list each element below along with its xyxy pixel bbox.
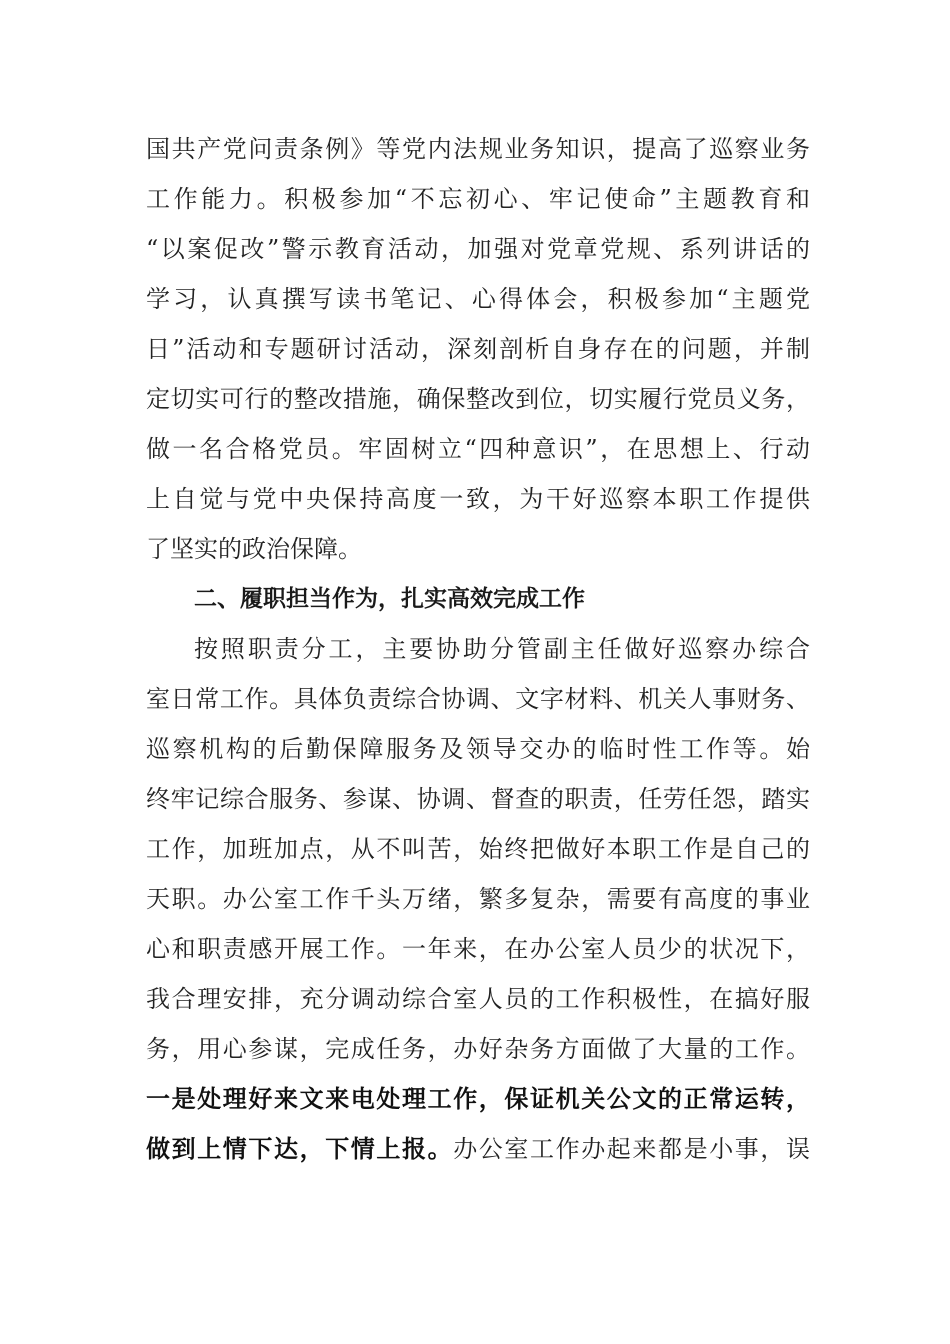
paragraph-party-study	[146, 124, 810, 574]
text-line: 天职。办公室工作千头万绪，繁多复杂，需要有高度的事业	[146, 885, 810, 913]
body-text: 办公室工作办起来都是小事，误	[453, 1135, 811, 1163]
text-line: 心和职责感开展工作。一年来，在办公室人员少的状况下，	[146, 935, 810, 963]
text-line: 日”活动和专题研讨活动，深刻剖析自身存在的问题，并制	[146, 335, 810, 363]
bold-lead-text: 做到上情下达，下情上报。	[146, 1134, 454, 1163]
text-line: 室日常工作。具体负责综合协调、文字材料、机关人事财务、	[146, 685, 810, 713]
section-heading: 二、履职担当作为，扎实高效完成工作	[194, 586, 585, 612]
text-line: 上自觉与党中央保持高度一致，为干好巡察本职工作提供	[146, 485, 810, 513]
text-line: 终牢记综合服务、参谋、协调、督查的职责，任劳任怨，踏实	[146, 785, 810, 813]
text-line: 务，用心参谋，完成任务，办好杂务方面做了大量的工作。	[146, 1035, 810, 1063]
text-line: 巡察机构的后勤保障服务及领导交办的临时性工作等。始	[146, 735, 810, 763]
text-line: 国共产党问责条例》等党内法规业务知识，提高了巡察业务	[146, 135, 810, 163]
text-line: 按照职责分工，主要协助分管副主任做好巡察办综合	[194, 635, 810, 663]
bold-text-line: 一是处理好来文来电处理工作，保证机关公文的正常运转，	[146, 1084, 810, 1113]
paragraph-document-handling	[146, 1074, 810, 1174]
text-line: 做一名合格党员。牢固树立“四种意识”，在思想上、行动	[146, 435, 810, 463]
document-body	[146, 124, 810, 1174]
text-line: 工作，加班加点，从不叫苦，始终把做好本职工作是自己的	[146, 835, 810, 863]
text-line: 工作能力。积极参加“不忘初心、牢记使命”主题教育和	[146, 185, 810, 213]
text-line: 学习，认真撰写读书笔记、心得体会，积极参加“主题党	[146, 285, 810, 313]
text-line: 我合理安排，充分调动综合室人员的工作积极性，在搞好服	[146, 985, 810, 1013]
text-line: “以案促改”警示教育活动，加强对党章党规、系列讲话的	[146, 235, 810, 263]
paragraph-duties	[146, 624, 810, 1074]
text-line: 定切实可行的整改措施，确保整改到位，切实履行党员义务，	[146, 385, 810, 413]
text-line	[146, 1124, 810, 1174]
text-line: 了坚实的政治保障。	[146, 535, 362, 563]
